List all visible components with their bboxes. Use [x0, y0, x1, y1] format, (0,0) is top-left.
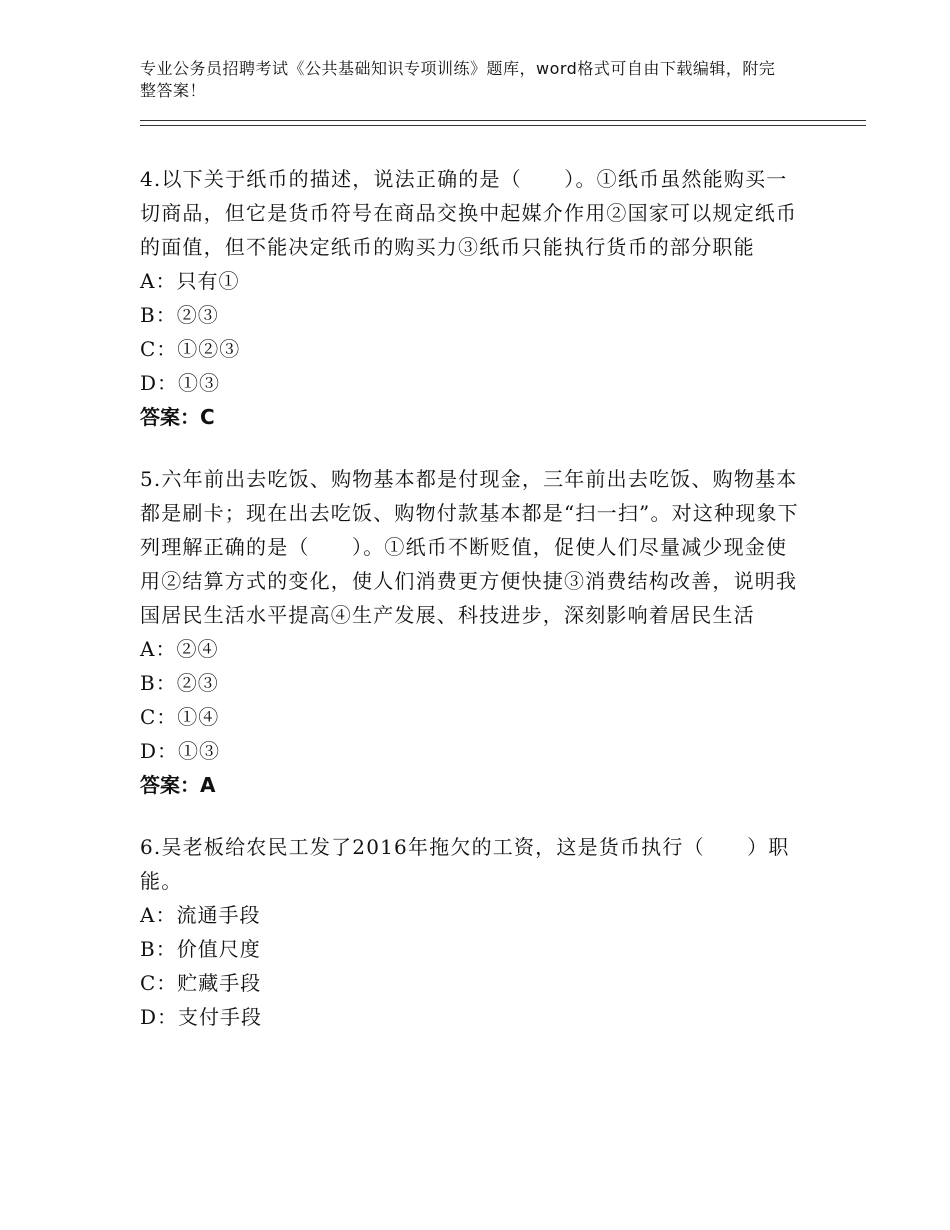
option-c: C：贮藏手段 — [140, 971, 262, 995]
question-stem: 5.六年前出去吃饭、购物基本都是付现金，三年前出去吃饭、购物基本都是刷卡；现在出去吃饭、购物付款基本都是“扫一扫”。对这种现象下列理解正确的是（ ）。①纸币不断贬值，促使人们尽量减少现金使用②结算方式的变化，使人们消费更方便快捷③消费结构改善，说明我国居民生活水平提高④生产发展、科技进步，深刻影响着居民生活 — [140, 467, 799, 627]
question-stem: 4.以下关于纸币的描述，说法正确的是（ ）。①纸币虽然能购买一切商品，但它是货币符号在商品交换中起媒介作用②国家可以规定纸币的面值，但不能决定纸币的购买力③纸币只能执行货币的部分职能 — [140, 167, 798, 259]
option-b: B：价值尺度 — [140, 937, 261, 961]
answer: 答案：C — [140, 405, 215, 429]
option-a: A：②④ — [140, 637, 219, 661]
question-6 — [140, 830, 800, 1034]
question-4 — [140, 162, 800, 434]
question-stem: 6.吴老板给农民工发了2016年拖欠的工资，这是货币执行（ ）职能。 — [140, 835, 790, 893]
header-divider — [140, 120, 866, 126]
answer: 答案：A — [140, 773, 216, 797]
option-d: D：①③ — [140, 739, 221, 763]
option-c: C：①④ — [140, 705, 220, 729]
option-b: B：②③ — [140, 671, 219, 695]
option-a: A：流通手段 — [140, 903, 261, 927]
option-c: C：①②③ — [140, 337, 241, 361]
option-d: D：支付手段 — [140, 1005, 263, 1029]
page-header: 专业公务员招聘考试《公共基础知识专项训练》题库，word格式可自由下载编辑，附完整答案！ — [140, 59, 776, 100]
option-a: A：只有① — [140, 269, 240, 293]
question-list — [140, 162, 800, 1062]
option-d: D：①③ — [140, 371, 221, 395]
question-5 — [140, 462, 800, 802]
option-b: B：②③ — [140, 303, 219, 327]
